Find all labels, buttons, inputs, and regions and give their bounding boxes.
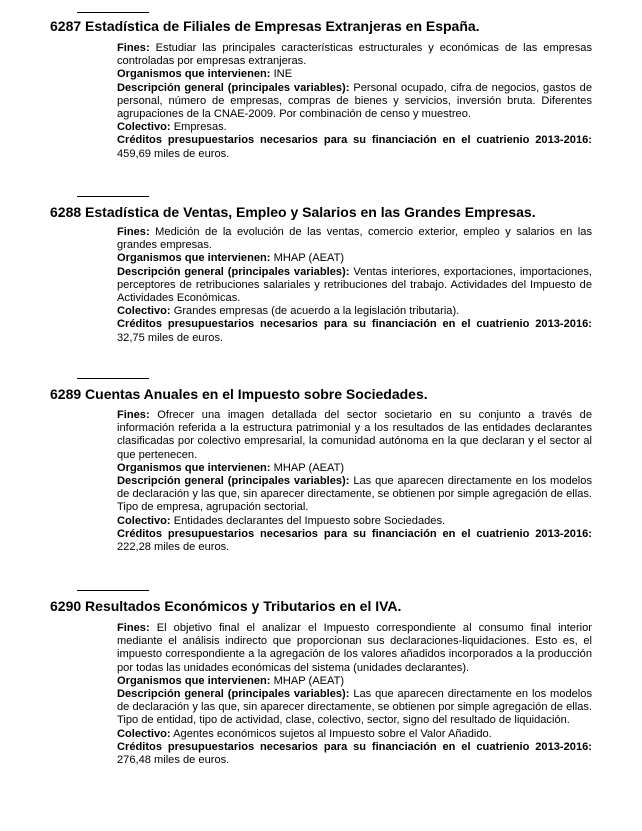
fines-label: Fines: (117, 409, 150, 421)
organismos-text: MHAP (AEAT) (273, 461, 345, 474)
section-rule (77, 590, 149, 591)
colectivo-text: Grandes empresas (de acuerdo a la legislación tributaria). (173, 305, 460, 318)
descripcion-label: Descripción general (principales variables): (117, 475, 350, 488)
creditos-paragraph (117, 528, 592, 554)
organismos-label: Organismos que intervienen: (117, 461, 271, 474)
descripcion-text: Personal ocupado, cifra de negocios, gastos de personal, número de empresas, compras de bienes y servicios, inversión bruta. Diferentes agrupaciones de la CNAE-2009. Por combinación de censo y muestreo. (117, 81, 592, 121)
entry-title: Estadística de Ventas, Empleo y Salarios en las Grandes Empresas. (85, 204, 536, 220)
colectivo-label: Colectivo: (117, 514, 171, 527)
fines-text: Ofrecer una imagen detallada del sector societario en su conjunto a través de información referida a la estructura patrimonial y a los resultados de las entidades declarantes clasificadas por colectivo empresarial, la comunidad autónoma en la que declaran y el sector al que pertenecen. (117, 409, 592, 461)
entry-number: 6289 (50, 386, 82, 402)
creditos-text: 222,28 miles de euros. (117, 541, 230, 554)
fines-paragraph (117, 409, 592, 462)
descripcion-paragraph (117, 82, 592, 122)
entry-title: Estadística de Filiales de Empresas Extranjeras en España. (85, 18, 480, 34)
colectivo-label: Colectivo: (117, 121, 171, 134)
creditos-text: 276,48 miles de euros. (117, 754, 230, 767)
descripcion-label: Descripción general (principales variables): (117, 265, 350, 278)
descripcion-text: Ventas interiores, exportaciones, importaciones, perceptores de retribuciones salariales y retribuciones del trabajo. Actividades del Impuesto de Actividades Económicas. (117, 265, 592, 305)
descripcion-text: Las que aparecen directamente en los modelos de declaración y las que, sin aparecer directamente, se obtienen por simple agregación de ellas. Tipo de empresa, agrupación sectorial. (117, 475, 592, 514)
organismos-paragraph (117, 252, 592, 265)
organismos-paragraph (117, 68, 592, 81)
section-rule (77, 12, 149, 13)
fines-label: Fines: (117, 226, 150, 238)
entry-heading (50, 18, 610, 35)
organismos-text: MHAP (AEAT) (273, 252, 345, 265)
fines-paragraph (117, 622, 592, 675)
entry-body (117, 622, 592, 767)
creditos-label: Créditos presupuestarios necesarios para su financiación en el cuatrienio 2013-2016: (117, 527, 592, 540)
fines-text: Medición de la evolución de las ventas, comercio exterior, empleo y salarios en las grandes empresas. (117, 226, 592, 252)
creditos-label: Créditos presupuestarios necesarios para su financiación en el cuatrienio 2013-2016: (117, 134, 592, 147)
descripcion-label: Descripción general (principales variables): (117, 688, 350, 701)
fines-label: Fines: (117, 42, 150, 54)
descripcion-paragraph (117, 475, 592, 515)
colectivo-text: Entidades declarantes del Impuesto sobre Sociedades. (173, 514, 446, 527)
organismos-text: MHAP (AEAT) (273, 674, 345, 687)
creditos-paragraph (117, 741, 592, 767)
colectivo-label: Colectivo: (117, 305, 171, 318)
creditos-text: 32,75 miles de euros. (117, 331, 224, 344)
creditos-paragraph (117, 134, 592, 160)
descripcion-label: Descripción general (principales variables): (117, 81, 350, 94)
fines-paragraph (117, 226, 592, 252)
colectivo-text: Agentes económicos sujetos al Impuesto sobre el Valor Añadido. (173, 727, 492, 740)
organismos-label: Organismos que intervienen: (117, 68, 271, 81)
colectivo-label: Colectivo: (117, 727, 171, 740)
entry-title: Cuentas Anuales en el Impuesto sobre Sociedades. (85, 386, 428, 402)
fines-text: Estudiar las principales características estructurales y económicas de las empresas controladas por empresas extranjeras. (117, 42, 592, 68)
entry-heading (50, 598, 610, 615)
section-rule (77, 196, 149, 197)
descripcion-paragraph (117, 266, 592, 306)
fines-text: El objetivo final el analizar el Impuesto correspondiente al consumo final interior mediante el análisis indirecto que proporcionan sus declaraciones-liquidaciones. Esto es, el impuesto correspondiente a la agregación de los valores añadidos incorporados a la producción por todas las unidades económicas del sistema (unidades declarantes). (117, 622, 592, 674)
creditos-paragraph (117, 318, 592, 344)
creditos-label: Créditos presupuestarios necesarios para su financiación en el cuatrienio 2013-2016: (117, 318, 592, 331)
descripcion-text: Las que aparecen directamente en los modelos de declaración y las que, sin aparecer directamente, se obtienen por simple agregación de ellas. Tipo de entidad, tipo de actividad, clase, colectivo, sector, signo del resultado de liquidación. (117, 688, 592, 727)
colectivo-paragraph (117, 515, 592, 528)
entry-heading (50, 386, 610, 403)
entry-number: 6288 (50, 204, 82, 220)
entry-body (117, 226, 592, 345)
organismos-paragraph (117, 462, 592, 475)
fines-label: Fines: (117, 622, 150, 634)
entry-body (117, 42, 592, 161)
creditos-text: 459,69 miles de euros. (117, 147, 230, 160)
entry-title: Resultados Económicos y Tributarios en el IVA. (85, 598, 402, 614)
organismos-label: Organismos que intervienen: (117, 252, 271, 265)
colectivo-text: Empresas. (173, 121, 227, 134)
entry-heading (50, 204, 610, 221)
colectivo-paragraph (117, 121, 592, 134)
organismos-paragraph (117, 675, 592, 688)
colectivo-paragraph (117, 728, 592, 741)
entry-number: 6287 (50, 18, 82, 34)
organismos-text: INE (273, 68, 293, 81)
entry-body (117, 409, 592, 554)
entry-number: 6290 (50, 598, 82, 614)
section-rule (77, 378, 149, 379)
colectivo-paragraph (117, 305, 592, 318)
fines-paragraph (117, 42, 592, 68)
organismos-label: Organismos que intervienen: (117, 674, 271, 687)
creditos-label: Créditos presupuestarios necesarios para su financiación en el cuatrienio 2013-2016: (117, 740, 592, 753)
descripcion-paragraph (117, 688, 592, 728)
